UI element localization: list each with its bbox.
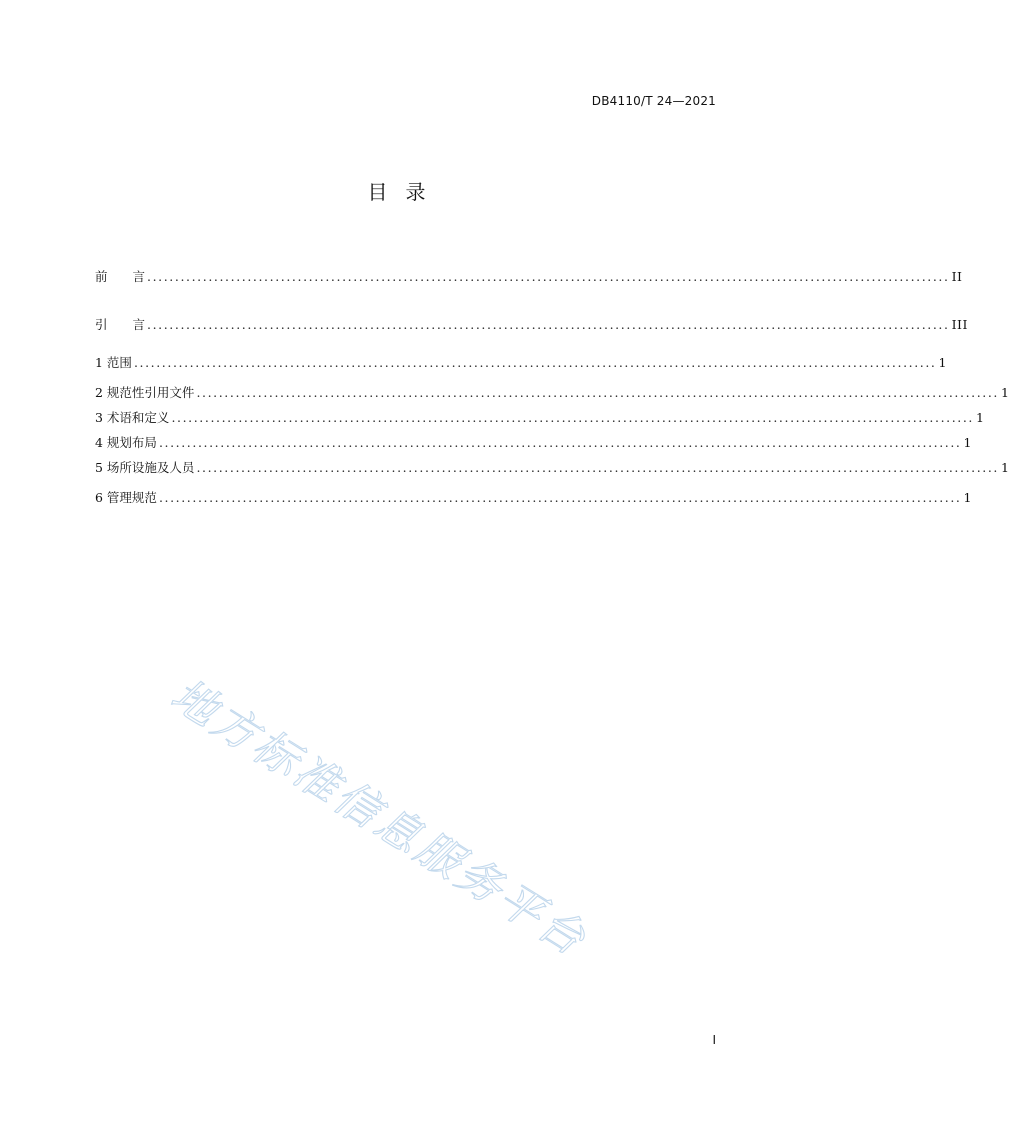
toc-entry-management-spec[interactable] [95, 489, 972, 507]
toc-entry-label: 3 术语和定义 [95, 410, 170, 425]
toc-entry-label: 前 言 [95, 269, 146, 284]
toc-entry-label: 1 范围 [95, 355, 132, 370]
title-char-2: 录 [405, 180, 426, 204]
toc-entry-label: 2 规范性引用文件 [95, 385, 195, 400]
document-code: DB4110/T 24—2021 [591, 94, 716, 108]
toc-entry-label: 6 管理规范 [95, 490, 157, 505]
toc-entry-page: 1 [1001, 460, 1009, 475]
toc-entry-scope[interactable] [95, 354, 947, 372]
toc-entry-page: 1 [963, 435, 972, 450]
toc-entry-page: 1 [976, 410, 985, 425]
toc-entry-label: 5 场所设施及人员 [95, 460, 195, 475]
toc-entry-terms-definitions[interactable] [95, 409, 985, 427]
toc-dot-leader: ................................................................................................................................................ [158, 490, 962, 505]
toc-dot-leader: ................................................................................................................................................ [196, 385, 1000, 400]
toc-entry-page: 1 [963, 490, 972, 505]
page-number: I [712, 1033, 716, 1047]
toc-entry-introduction[interactable] [95, 316, 968, 334]
toc-entry-foreword[interactable] [95, 268, 963, 286]
toc-entry-page: 1 [1001, 385, 1009, 400]
watermark: 地方标准信息服务平台 [162, 669, 597, 967]
toc-dot-leader: ................................................................................................................................................ [147, 317, 950, 332]
toc-dot-leader: ................................................................................................................................................ [133, 355, 937, 370]
toc-dot-leader: ................................................................................................................................................ [147, 269, 950, 284]
toc-dot-leader: ................................................................................................................................................ [171, 410, 975, 425]
toc-dot-leader: ................................................................................................................................................ [196, 460, 1000, 475]
toc-entry-label: 4 规划布局 [95, 435, 157, 450]
toc-entry-page: III [951, 317, 968, 332]
toc-entry-label: 引 言 [95, 317, 146, 332]
toc-entry-facilities-personnel[interactable] [95, 459, 1009, 477]
toc-entry-page: 1 [938, 355, 947, 370]
title-char-1: 目 [367, 180, 388, 204]
toc-entry-planning-layout[interactable] [95, 434, 972, 452]
page-title [0, 176, 793, 205]
toc-entry-page: II [951, 269, 963, 284]
toc-entry-normative-references[interactable] [95, 384, 1009, 402]
toc-dot-leader: ................................................................................................................................................ [158, 435, 962, 450]
